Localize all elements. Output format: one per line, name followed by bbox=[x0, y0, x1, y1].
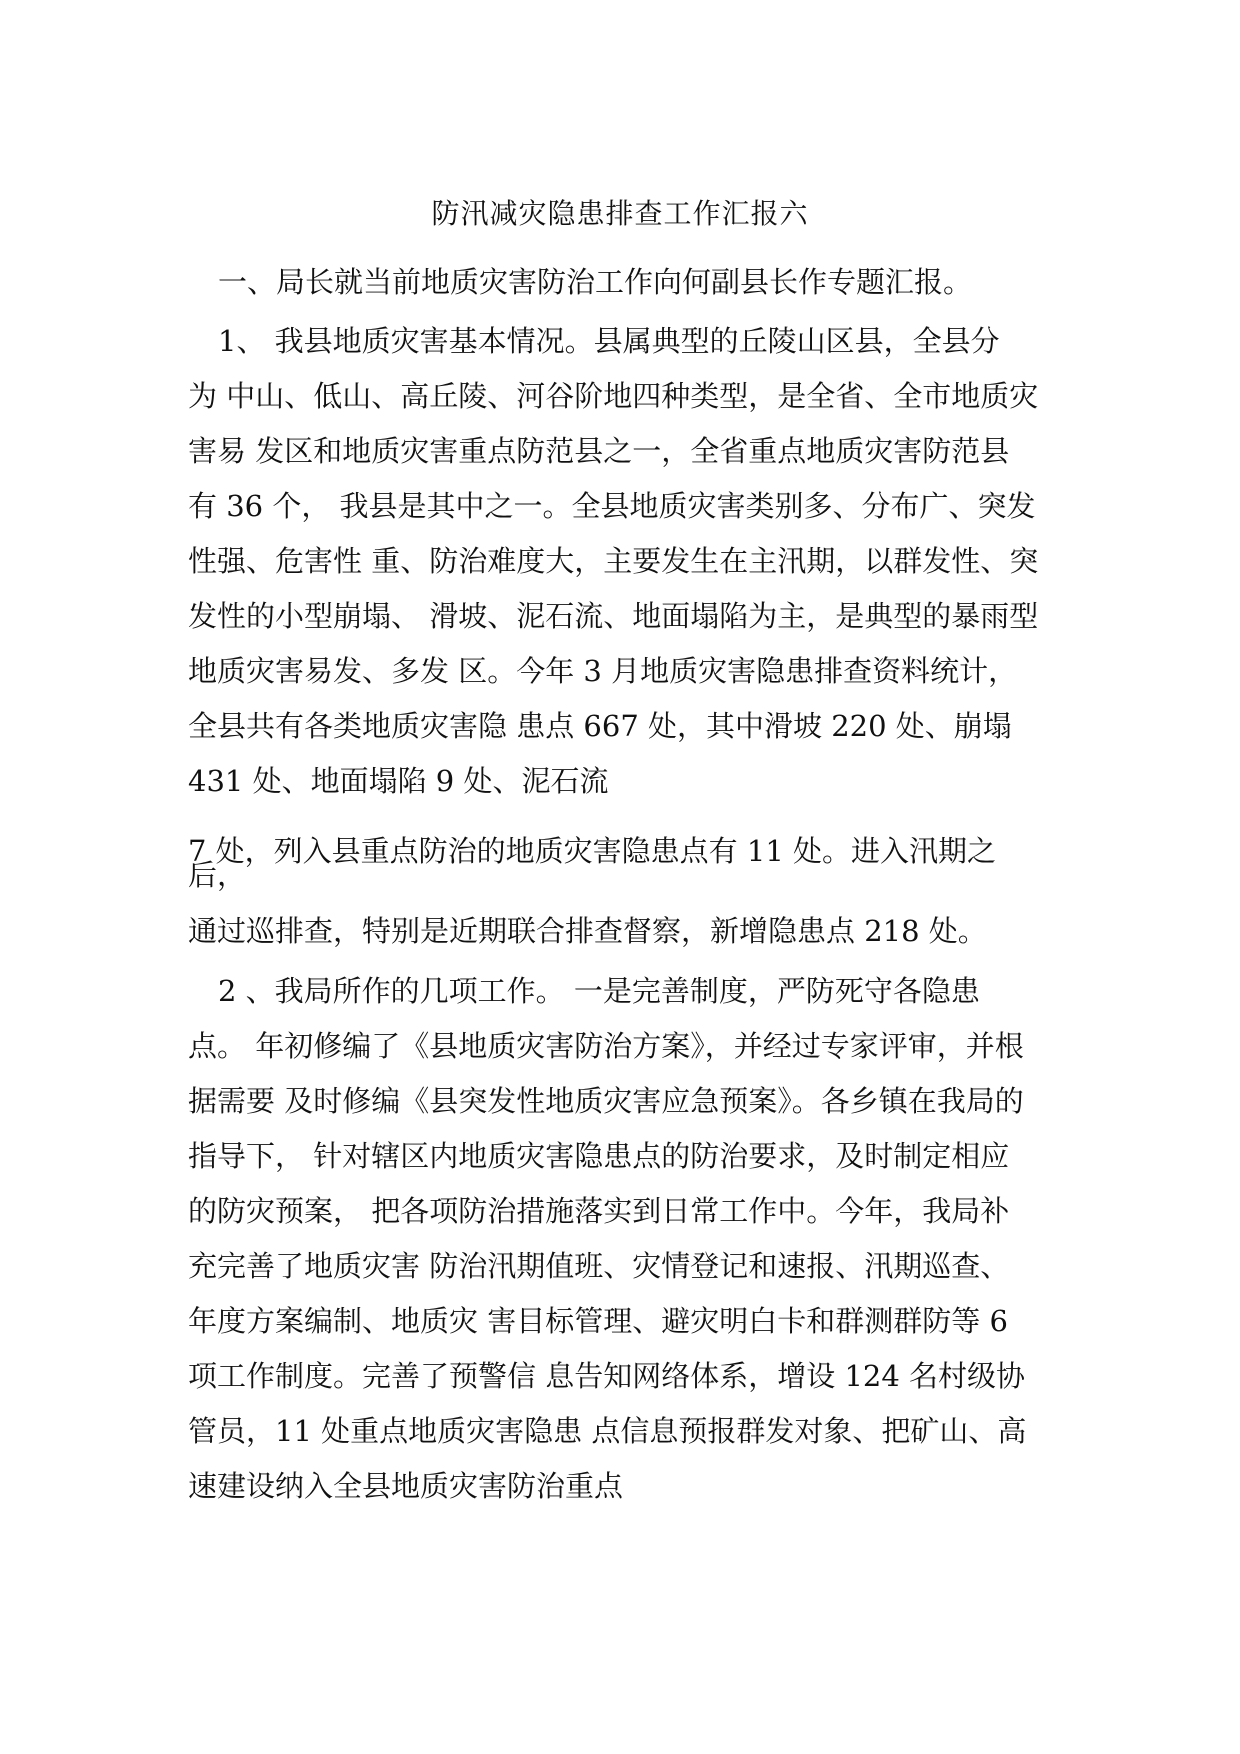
paragraph-line: 2 、我局所作的几项工作。 一是完善制度，严防死守各隐患 bbox=[218, 974, 980, 1008]
paragraph-line: 发性的小型崩塌、 滑坡、泥石流、地面塌陷为主，是典型的暴雨型 bbox=[188, 599, 1039, 633]
paragraph-line: 全县共有各类地质灾害隐 患点 667 处，其中滑坡 220 处、崩塌 bbox=[188, 709, 1012, 743]
paragraph-line: 1、 我县地质灾害基本情况。县属典型的丘陵山区县，全县分 bbox=[218, 324, 1000, 358]
paragraph-line: 管员，11 处重点地质灾害隐患 点信息预报群发对象、把矿山、高 bbox=[188, 1414, 1027, 1448]
paragraph-line: 431 处、地面塌陷 9 处、泥石流 bbox=[188, 764, 609, 798]
heading-line: 一、局长就当前地质灾害防治工作向何副县长作专题汇报。 bbox=[218, 265, 973, 299]
paragraph-line: 年度方案编制、地质灾 害目标管理、避灾明白卡和群测群防等 6 bbox=[188, 1304, 1008, 1338]
paragraph-line: 通过巡排查，特别是近期联合排查督察，新增隐患点 218 处。 bbox=[188, 914, 987, 948]
document-title: 防汛减灾隐患排查工作汇报六 bbox=[431, 197, 809, 230]
paragraph-line: 后， bbox=[188, 858, 247, 892]
paragraph-line: 充完善了地质灾害 防治汛期值班、灾情登记和速报、汛期巡查、 bbox=[188, 1249, 1010, 1283]
paragraph-line: 性强、危害性 重、防治难度大，主要发生在主汛期，以群发性、突 bbox=[188, 544, 1039, 578]
paragraph-line: 害易 发区和地质灾害重点防范县之一，全省重点地质灾害防范县 bbox=[188, 434, 1010, 468]
paragraph-line: 7 处，列入县重点防治的地质灾害隐患点有 11 处。进入汛期之 bbox=[188, 834, 997, 868]
paragraph-line: 项工作制度。完善了预警信 息告知网络体系，增设 124 名村级协 bbox=[188, 1359, 1026, 1393]
paragraph-line: 指导下， 针对辖区内地质灾害隐患点的防治要求，及时制定相应 bbox=[188, 1139, 1010, 1173]
paragraph-line: 有 36 个， 我县是其中之一。全县地质灾害类别多、分布广、突发 bbox=[188, 489, 1036, 523]
paragraph-line: 的防灾预案， 把各项防治措施落实到日常工作中。今年，我局补 bbox=[188, 1194, 1010, 1228]
paragraph-line: 为 中山、低山、高丘陵、河谷阶地四种类型，是全省、全市地质灾 bbox=[188, 379, 1039, 413]
paragraph-line: 点。 年初修编了《县地质灾害防治方案》，并经过专家评审，并根 bbox=[188, 1029, 1024, 1063]
paragraph-line: 据需要 及时修编《县突发性地质灾害应急预案》。各乡镇在我局的 bbox=[188, 1084, 1024, 1118]
paragraph-line: 地质灾害易发、多发 区。今年 3 月地质灾害隐患排查资料统计， bbox=[188, 654, 1018, 688]
paragraph-line: 速建设纳入全县地质灾害防治重点 bbox=[188, 1469, 624, 1503]
